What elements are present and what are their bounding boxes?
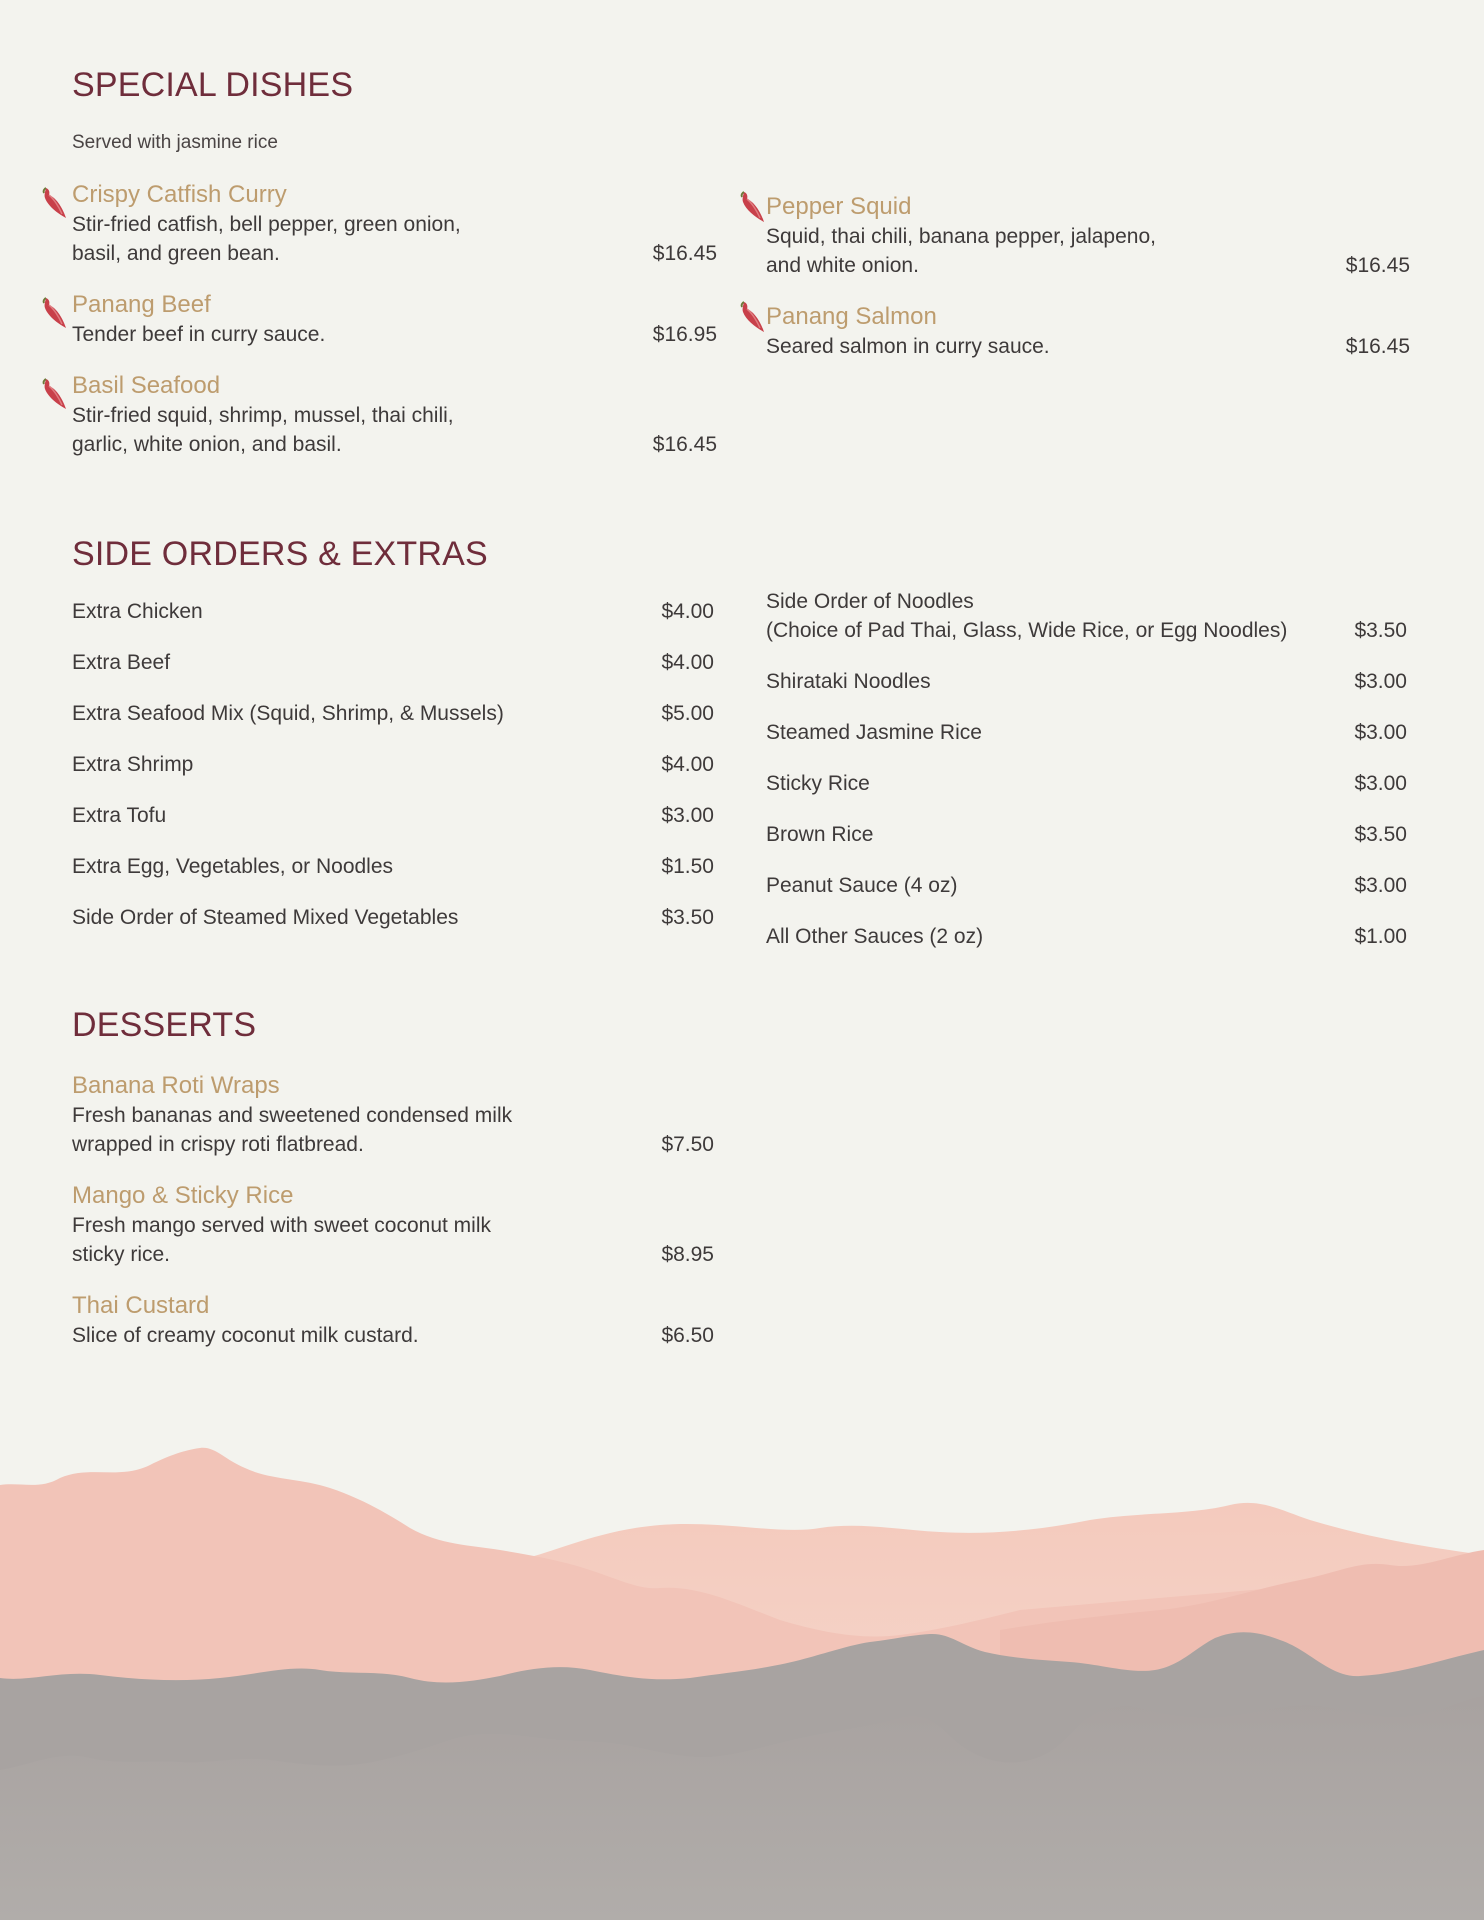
dish-name: Banana Roti Wraps	[72, 1072, 280, 1099]
dish-description: Fresh bananas and sweetened condensed milk wrapped in crispy roti flatbread.	[72, 1104, 513, 1156]
dish-price: $16.45	[1345, 254, 1410, 277]
dish-name: Basil Seafood	[72, 372, 221, 399]
dessert-thai-custard	[72, 1291, 714, 1350]
dish-description: Fresh mango served with sweet coconut milk sticky rice.	[72, 1214, 492, 1266]
side-item-label: Shirataki Noodles	[766, 670, 931, 693]
side-item	[72, 750, 714, 779]
desserts-column	[72, 1071, 714, 1350]
chili-pepper-icon	[738, 300, 766, 334]
side-item	[72, 597, 714, 626]
side-item-price: $3.50	[661, 906, 714, 929]
dish-price: $16.45	[1345, 335, 1410, 358]
sides-right-column	[766, 587, 1407, 951]
dish-name: Thai Custard	[72, 1292, 210, 1319]
side-item	[72, 903, 714, 932]
side-item-price: $4.00	[661, 753, 714, 776]
dish-price: $6.50	[661, 1324, 714, 1347]
side-item	[766, 769, 1407, 798]
side-item-label: Sticky Rice	[766, 772, 870, 795]
dish-name: Crispy Catfish Curry	[72, 181, 287, 208]
side-item	[766, 871, 1407, 900]
side-item	[72, 648, 714, 677]
dish-price: $16.45	[652, 242, 717, 265]
dish-price: $8.95	[661, 1243, 714, 1266]
side-item-label: Extra Chicken	[72, 600, 203, 623]
side-item	[72, 699, 714, 728]
side-item-label: Side Order of Noodles (Choice of Pad Thai, Glass, Wide Rice, or Egg Noodles)	[766, 590, 1288, 642]
side-item	[766, 820, 1407, 849]
side-item-price: $1.50	[661, 855, 714, 878]
side-item-label: All Other Sauces (2 oz)	[766, 925, 984, 948]
dish-name: Panang Beef	[72, 291, 211, 318]
side-item	[72, 801, 714, 830]
side-item-price: $5.00	[661, 702, 714, 725]
special-left-column	[72, 180, 717, 459]
dish-price: $16.95	[652, 323, 717, 346]
side-item-price: $3.00	[1354, 670, 1407, 693]
dish-name: Panang Salmon	[766, 303, 937, 330]
dessert-mango-sticky-rice	[72, 1181, 714, 1269]
dish-description: Seared salmon in curry sauce.	[766, 335, 1050, 358]
side-item-price: $4.00	[661, 651, 714, 674]
dish-crispy-catfish-curry	[72, 180, 717, 268]
side-item-price: $3.00	[1354, 772, 1407, 795]
side-item-label: Steamed Jasmine Rice	[766, 721, 982, 744]
sides-left-column	[72, 597, 714, 932]
dish-name: Pepper Squid	[766, 193, 912, 220]
dish-basil-seafood	[72, 371, 717, 459]
chili-pepper-icon	[738, 190, 766, 224]
side-item-price: $3.00	[1354, 874, 1407, 897]
side-orders-heading: SIDE ORDERS & EXTRAS	[72, 535, 488, 573]
special-right-column	[766, 192, 1410, 361]
side-item-price: $3.50	[1354, 823, 1407, 846]
side-item-label: Side Order of Steamed Mixed Vegetables	[72, 906, 459, 929]
chili-pepper-icon	[40, 186, 68, 220]
dish-name: Mango & Sticky Rice	[72, 1182, 294, 1209]
side-item-price: $3.50	[1354, 619, 1407, 642]
dish-description: Slice of creamy coconut milk custard.	[72, 1324, 419, 1347]
side-item-label: Extra Egg, Vegetables, or Noodles	[72, 855, 394, 878]
special-dishes-note: Served with jasmine rice	[72, 132, 278, 153]
dish-description: Tender beef in curry sauce.	[72, 323, 326, 346]
dish-description: Squid, thai chili, banana pepper, jalapeno, and white onion.	[766, 225, 1156, 277]
chili-pepper-icon	[40, 377, 68, 411]
dish-panang-beef	[72, 290, 717, 349]
side-item-price: $4.00	[661, 600, 714, 623]
side-item	[766, 922, 1407, 951]
dish-pepper-squid	[766, 192, 1410, 280]
side-item	[766, 718, 1407, 747]
dessert-banana-roti-wraps	[72, 1071, 714, 1159]
side-item-price: $3.00	[661, 804, 714, 827]
side-item-label: Extra Beef	[72, 651, 171, 674]
side-item	[766, 587, 1407, 645]
side-item-label: Extra Shrimp	[72, 753, 194, 776]
dish-price: $7.50	[661, 1133, 714, 1156]
side-item	[72, 852, 714, 881]
special-dishes-heading: SPECIAL DISHES	[72, 66, 354, 104]
desserts-heading: DESSERTS	[72, 1006, 257, 1044]
side-item-price: $3.00	[1354, 721, 1407, 744]
side-item-price: $1.00	[1354, 925, 1407, 948]
mountain-landscape-illustration	[0, 1420, 1484, 1920]
dish-description: Stir-fried catfish, bell pepper, green onion, basil, and green bean.	[72, 213, 461, 265]
dish-panang-salmon	[766, 302, 1410, 361]
side-item-label: Peanut Sauce (4 oz)	[766, 874, 958, 897]
chili-pepper-icon	[40, 296, 68, 330]
side-item-label: Brown Rice	[766, 823, 874, 846]
side-item-label: Extra Tofu	[72, 804, 167, 827]
dish-description: Stir-fried squid, shrimp, mussel, thai chili, garlic, white onion, and basil.	[72, 404, 454, 456]
dish-price: $16.45	[652, 433, 717, 456]
side-item-label: Extra Seafood Mix (Squid, Shrimp, & Mussels)	[72, 702, 504, 725]
side-item	[766, 667, 1407, 696]
